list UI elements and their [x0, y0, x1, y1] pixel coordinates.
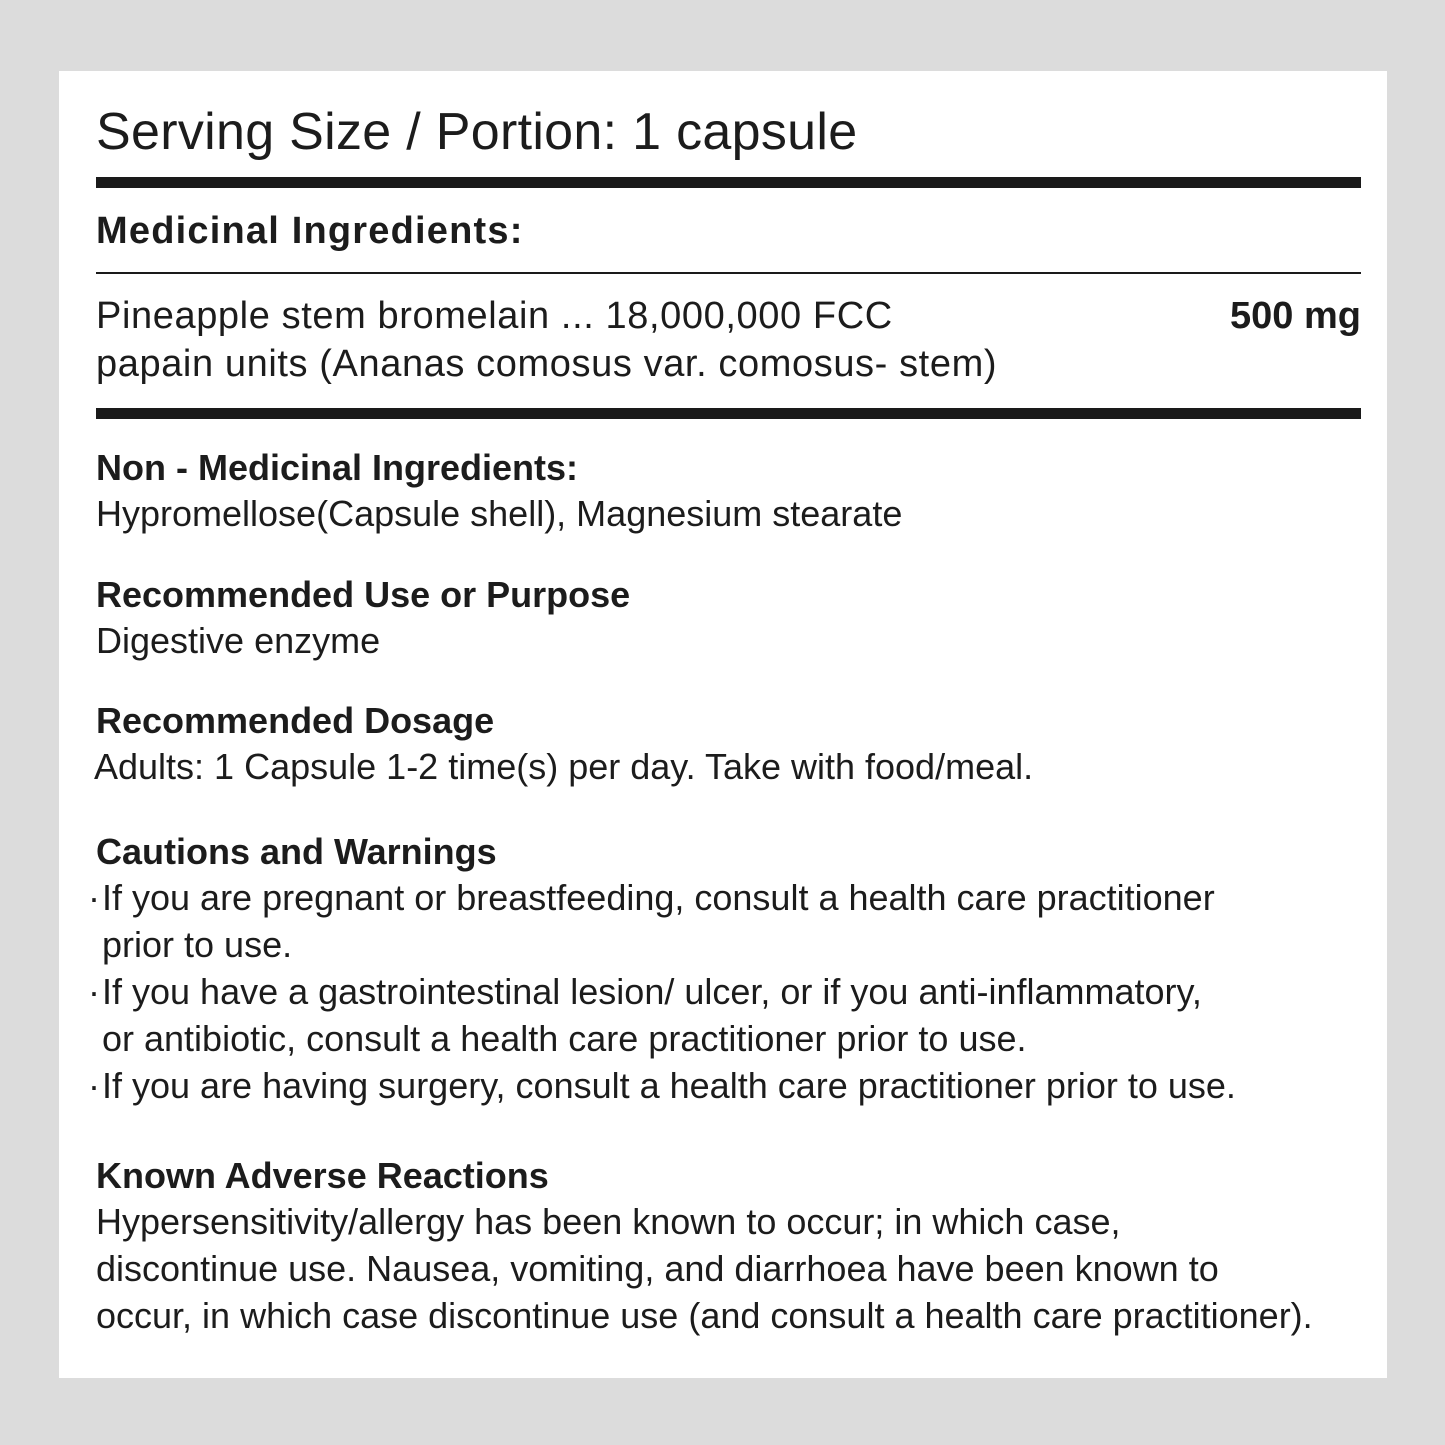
cautions-list [88, 874, 1386, 1109]
ingredient-amount: 500 mg [1230, 295, 1361, 337]
recommended-use-body: Digestive enzyme [96, 620, 381, 661]
recommended-use-section [96, 573, 1386, 664]
adverse-reactions-section [96, 1154, 1386, 1339]
non-medicinal-heading: Non - Medicinal Ingredients: [96, 447, 579, 488]
cautions-section [88, 830, 1386, 1109]
recommended-use-heading: Recommended Use or Purpose [96, 574, 631, 615]
adverse-reactions-heading: Known Adverse Reactions [96, 1155, 549, 1196]
divider-thick-bottom [96, 408, 1361, 419]
ingredient-row [96, 292, 1361, 388]
caution-text: If you are having surgery, consult a health care practitioner prior to use. [102, 1065, 1236, 1106]
adverse-line: occur, in which case discontinue use (and consult a health care practitioner). [96, 1295, 1313, 1336]
ingredient-name: Pineapple stem bromelain ... 18,000,000 FCC papain units (Ananas comosus var. comosus- stem) [96, 295, 998, 385]
list-item [88, 874, 1386, 968]
bullet-dot: · [88, 877, 100, 918]
divider-thin [96, 272, 1361, 274]
caution-text: If you are pregnant or breastfeeding, consult a health care practitioner prior to use. [102, 877, 1215, 965]
serving-size: Serving Size / Portion: 1 capsule [96, 103, 858, 161]
caution-text: If you have a gastrointestinal lesion/ ulcer, or if you anti-inflammatory, or antibiotic, consult a health care practitioner prior to use. [102, 971, 1202, 1059]
medicinal-ingredients-heading: Medicinal Ingredients: [96, 210, 524, 252]
list-item [88, 968, 1386, 1062]
adverse-line: discontinue use. Nausea, vomiting, and diarrhoea have been known to [96, 1248, 1219, 1289]
non-medicinal-section [96, 446, 1386, 537]
list-item [88, 1062, 1386, 1109]
recommended-dosage-heading: Recommended Dosage [96, 700, 495, 741]
recommended-dosage-body: Adults: 1 Capsule 1-2 time(s) per day. Take with food/meal. [94, 746, 1034, 787]
non-medicinal-body: Hypromellose(Capsule shell), Magnesium stearate [96, 493, 903, 534]
recommended-dosage-section [96, 699, 1386, 790]
supplement-facts-panel [59, 71, 1387, 1378]
bullet-dot: · [88, 1065, 100, 1106]
divider-thick-top [96, 177, 1361, 188]
bullet-dot: · [88, 971, 100, 1012]
adverse-line: Hypersensitivity/allergy has been known to occur; in which case, [96, 1201, 1121, 1242]
cautions-heading: Cautions and Warnings [96, 831, 497, 872]
